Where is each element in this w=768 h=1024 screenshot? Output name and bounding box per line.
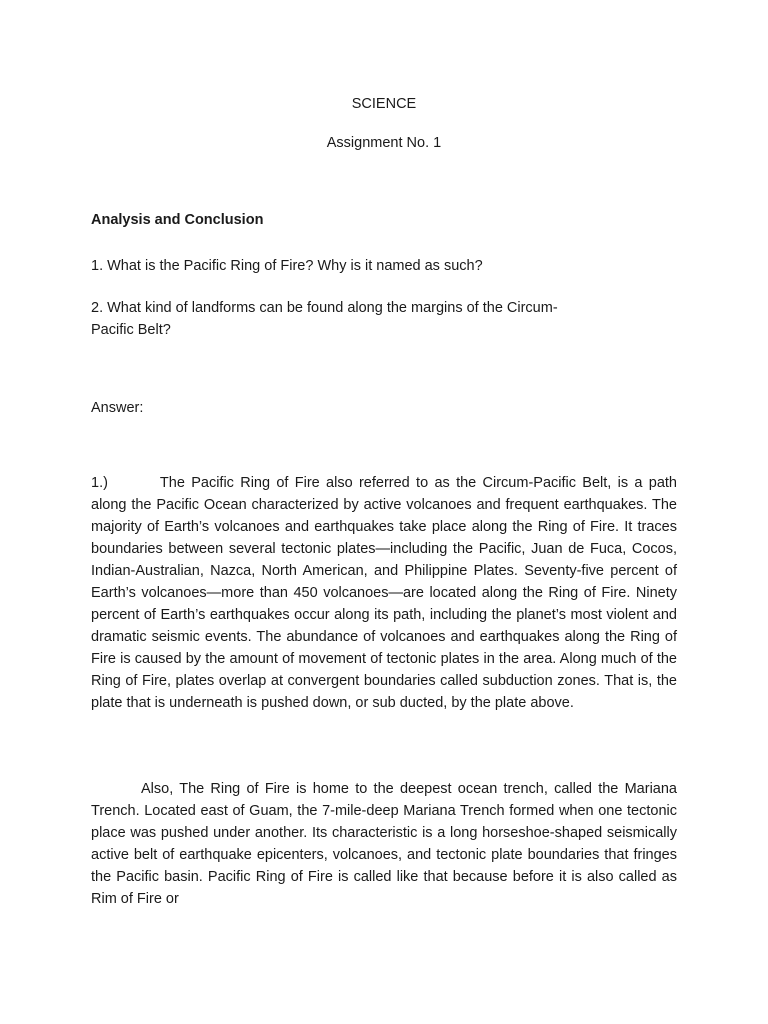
answer-1-paragraph-2: Also, The Ring of Fire is home to the deepest ocean trench, called the Mariana Trench. Located east of Guam, the 7-mile-deep Mariana Trench formed when one tectonic place was pushed under another. Its characteristic is a long horseshoe-shaped seismically active belt of earthquake epicenters, volcanoes, and tectonic plate boundaries that fringes the Pacific basin. Pacific Ring of Fire is called like that because before it is also called as Rim of Fire or	[91, 781, 677, 907]
question-2: 2. What kind of landforms can be found along the margins of the Circum-Pacific Belt?	[91, 300, 558, 338]
answer-1-number: 1.)	[91, 475, 108, 491]
answer-1-text: The Pacific Ring of Fire also referred to as the Circum-Pacific Belt, is a path along the Pacific Ocean characterized by active volcanoes and frequent earthquakes. The majority of Earth’s volcanoes and earthquakes take place along the Ring of Fire. It traces boundaries between several tectonic plates—including the Pacific, Juan de Fuca, Cocos, Indian-Australian, Nazca, North American, and Philippine Plates. Seventy-five percent of Earth’s volcanoes—more than 450 volcanoes—are located along the Ring of Fire. Ninety percent of Earth’s earthquakes occur along its path, including the planet’s most violent and dramatic seismic events. The abundance of volcanoes and earthquakes along the Ring of Fire is caused by the amount of movement of tectonic plates in the area. Along much of the Ring of Fire, plates overlap at convergent boundaries called subduction zones. That is, the plate that is underneath is pushed down, or sub ducted, by the plate above.	[91, 475, 677, 711]
answer-1-paragraph	[91, 472, 677, 714]
assignment-title: Assignment No. 1	[326, 135, 442, 151]
question-1: 1. What is the Pacific Ring of Fire? Why is it named as such?	[91, 258, 483, 274]
section-heading: Analysis and Conclusion	[91, 212, 264, 228]
answer-label: Answer:	[91, 400, 144, 416]
document-subject: SCIENCE	[351, 96, 417, 112]
